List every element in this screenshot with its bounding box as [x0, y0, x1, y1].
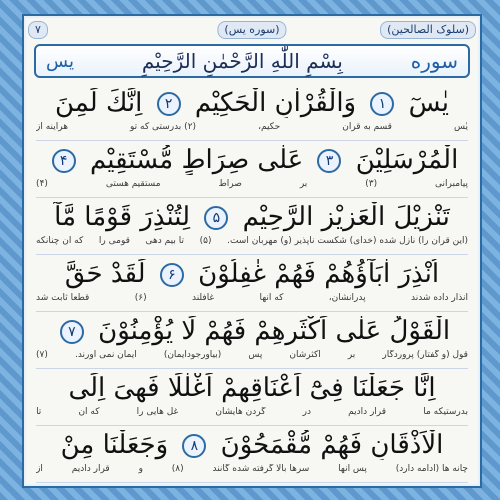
verse-line-4 [36, 255, 468, 312]
ayah-marker: ۱ [370, 92, 394, 116]
surah-label-right: سوره [410, 49, 458, 73]
translation-word: قرار دادیم [71, 464, 110, 474]
arabic-part: اِنَّا جَعَلْنَا فِیْٓ اَعْنَاقِهِمْ اَغْلٰلًا فَهِیَ اِلَی [68, 373, 436, 403]
translation-word: انذار داده شدند [410, 293, 468, 303]
ayah-marker: ۷ [60, 320, 84, 344]
translation-word: که آن [78, 407, 100, 417]
surah-header-label: (سوره یس) [217, 21, 286, 39]
ayah-marker: ۲ [157, 92, 181, 116]
translation-word: که آن چنانکه [36, 236, 84, 246]
arabic-part: الْقَوْلُ عَلٰی اَكْثَرِهِمْ فَهُمْ لَا یُؤْمِنُوْنَ [98, 316, 451, 346]
translation-word: (۸) [171, 464, 184, 474]
arabic-part: وَجَعَلْنَا مِنْ [60, 430, 169, 460]
translation-word: بر [347, 350, 356, 360]
translation-word: ایمان نمی آورند. [74, 350, 137, 360]
ayah-marker: ۳ [317, 149, 341, 173]
ayah-marker: ۴ [52, 149, 76, 173]
translation-word: مستقیم هستی [105, 179, 161, 189]
ayah-marker: ۸ [182, 434, 206, 458]
translation-word: غل هایی را [136, 407, 179, 417]
translation-word: چانه ها (ادامه دارد) [395, 464, 468, 474]
arabic-text-line-5 [36, 316, 468, 346]
arabic-text-line-4 [36, 259, 468, 289]
translation-word: پس آنها [338, 464, 367, 474]
arabic-part: الْمُرْسَلِیْنَ [355, 145, 459, 175]
translation-word: (۵) [199, 236, 212, 246]
translation-word: پیامبرانی [435, 179, 468, 189]
translation-word: تا بیم دهی [145, 236, 184, 246]
book-title: (سلوک الصالحین) [380, 21, 476, 39]
verse-line-5 [36, 312, 468, 369]
verse-lines [36, 84, 468, 483]
arabic-text-line-2 [36, 145, 468, 175]
translation-line-7 [36, 464, 468, 478]
verse-line-1 [36, 84, 468, 141]
translation-word: (بیاورجودایمان) [163, 350, 222, 360]
arabic-text-line-1 [36, 88, 468, 118]
arabic-text-line-6 [36, 373, 468, 403]
arabic-part: وَالْقُرْاٰنِ الْحَكِیْمِ [194, 88, 357, 118]
translation-word: از [36, 464, 43, 474]
translation-word: و [138, 464, 143, 474]
translation-word: قومی را [98, 236, 130, 246]
arabic-part: لِتُنْذِرَ قَوْمًا مَّآ [54, 202, 191, 232]
translation-word: تا [36, 407, 42, 417]
translation-word: بر [299, 179, 308, 189]
translation-word: غافلند [191, 293, 215, 303]
arabic-part: اُنْذِرَ اٰبَآؤُهُمْ فَهُمْ غٰفِلُوْنَ [198, 259, 440, 289]
translation-word: پس [248, 350, 263, 360]
verse-line-2 [36, 141, 468, 198]
verse-line-3 [36, 198, 468, 255]
translation-word: (۲) بدرستی که تو [129, 122, 197, 132]
translation-word: یٰس [454, 122, 468, 132]
translation-line-4 [36, 293, 468, 307]
arabic-text-line-7 [36, 430, 468, 460]
translation-word: گردن هایشان [215, 407, 266, 417]
translation-word: که آنها [259, 293, 284, 303]
translation-line-1 [36, 122, 468, 136]
translation-word: صراط [218, 179, 242, 189]
page-frame [22, 14, 482, 488]
ayah-marker: ۶ [160, 263, 184, 287]
translation-word: (این قرآن را) نازل شده (خدای) شکست ناپذیر (و) مهربان است. [227, 236, 468, 246]
translation-word: حکیم، [258, 122, 281, 132]
bismillah-text: بِسْمِ اللّٰهِ الرَّحْمٰنِ الرَّحِیْمِ [141, 49, 343, 73]
translation-line-2 [36, 179, 468, 193]
translation-word: در [302, 407, 311, 417]
translation-word: (۳) [365, 179, 378, 189]
page-number: ۷ [28, 21, 48, 39]
translation-word: قطعا ثابت شد [36, 293, 90, 303]
surah-name-left: یس [46, 50, 74, 72]
translation-line-3 [36, 236, 468, 250]
translation-line-5 [36, 350, 468, 364]
translation-word: قرار دادیم [348, 407, 387, 417]
arabic-part: لَقَدْ حَقَّ [64, 259, 146, 289]
arabic-part: عَلٰی صِرَاطٍ مُّسْتَقِیْمٍ [89, 145, 304, 175]
translation-word: اکثرشان [289, 350, 321, 360]
arabic-text-line-3 [36, 202, 468, 232]
translation-word: قول (و گفتار) پروردگار [382, 350, 468, 360]
title-banner [34, 44, 470, 78]
translation-word: (۷) [36, 350, 48, 360]
translation-word: پدرانشان، [328, 293, 366, 303]
translation-word: (۴) [36, 179, 48, 189]
arabic-part: الْاَذْقَانِ فَهُمْ مُّقْمَحُوْنَ [220, 430, 444, 460]
translation-word: هرآینه از [36, 122, 68, 132]
translation-word: قسم به قرآن [342, 122, 392, 132]
translation-word: بدرستیکه ما [423, 407, 468, 417]
verse-line-6 [36, 369, 468, 426]
translation-word: (۶) [134, 293, 147, 303]
page-header [28, 20, 476, 40]
ayah-marker: ۵ [204, 206, 228, 230]
arabic-part: اِنَّكَ لَمِنَ [54, 88, 143, 118]
translation-word: سرها بالا گرفته شده گانند [212, 464, 310, 474]
translation-line-6 [36, 407, 468, 421]
arabic-part: یٰسٓ [408, 88, 450, 118]
arabic-part: تَنْزِیْلَ الْعَزِیْزِ الرَّحِیْمِ [242, 202, 450, 232]
verse-line-7 [36, 426, 468, 483]
